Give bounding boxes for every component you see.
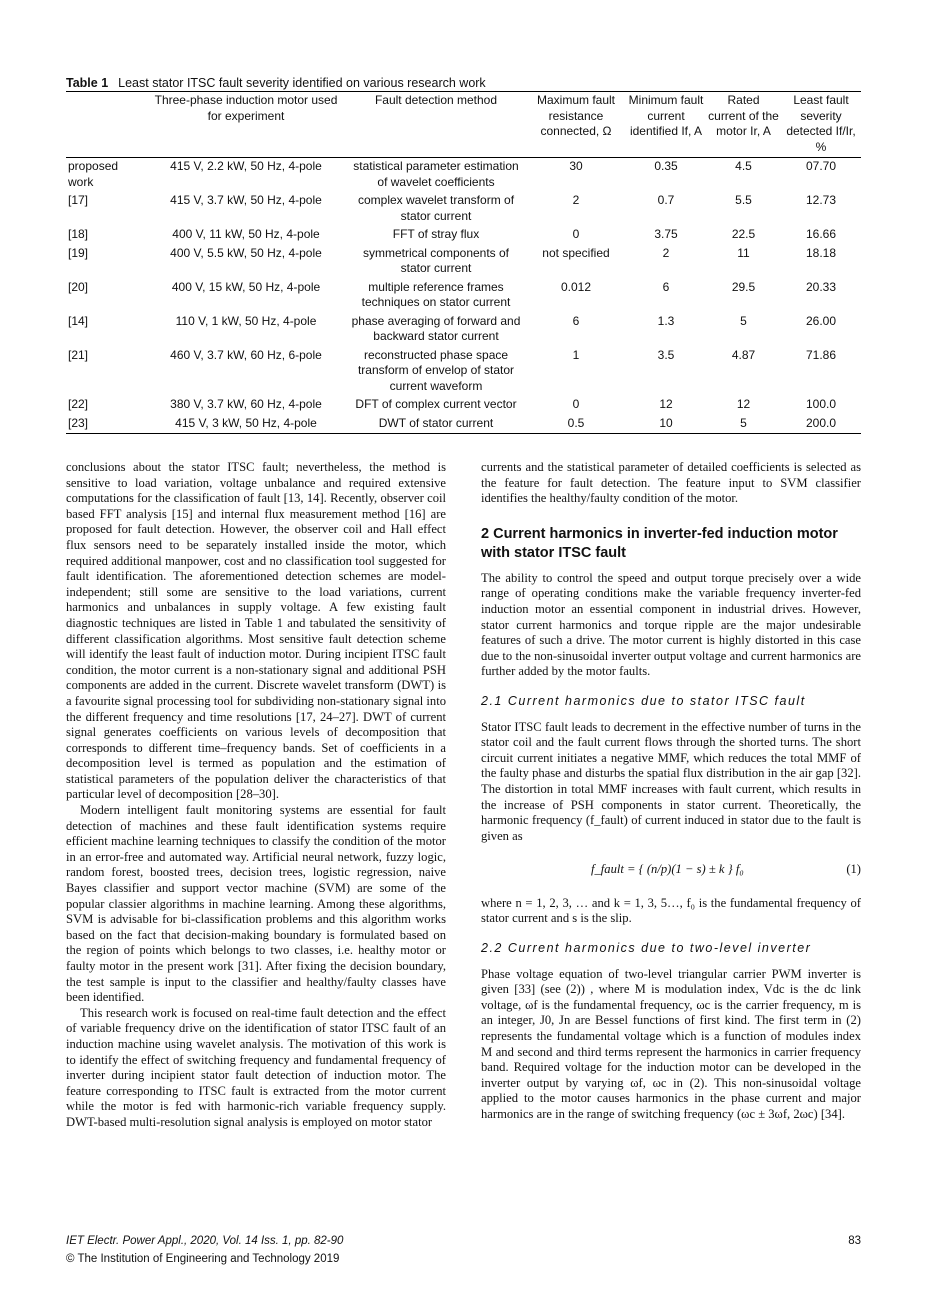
table-cell: 12: [659, 397, 673, 411]
table-row: [66, 226, 861, 245]
table-cell: 0.5: [526, 415, 626, 434]
table-cell: DWT of stator current: [346, 415, 526, 434]
table-row: [66, 158, 861, 193]
table-cell: 26.00: [805, 313, 837, 328]
table-1: [66, 76, 861, 434]
table-cell: 29.5: [731, 279, 756, 294]
equation-1: [481, 862, 861, 878]
column-header: [66, 92, 146, 158]
table-cell: proposed work: [68, 159, 119, 189]
table-cell: 3.5: [657, 347, 675, 362]
table-caption: [66, 76, 861, 92]
table-cell: FFT of stray flux: [392, 227, 480, 241]
table-cell: [22]: [68, 397, 89, 411]
paragraph: This research work is focused on real-time fault detection and the effect of variable frequency drive on the identification of stator ITSC fault of an induction machine using wavelet analysis. The motivation of this work is to identify the effect of switching frequency and fundamental frequency of inverter during incipient stator fault detection of induction motor. The feature corresponding to ITSC fault is extracted from the motor current while the motor is fed with harmonic-rich variable frequency supply. DWT-based multi-resolution signal analysis is employed on motor stator: [66, 1005, 446, 1129]
table-cell: [18]: [68, 227, 89, 241]
paragraph: The ability to control the speed and output torque precisely over a wide range of operating conditions make the variable frequency inverter-fed induction motor an essential component in industrial drives. However, stator current harmonics and torque ripple are the major undesirable features of such a drive. The motor current is highly distorted in this case due to the non-sinusoidal inverter output voltage and current harmonics are further added by the motor faults.: [481, 570, 861, 679]
paragraph: currents and the statistical parameter of detailed coefficients is selected as the feature for fault detection. The feature input to SVM classifier identifies the healthy/faulty condition of the motor.: [481, 460, 861, 506]
table-cell: 2: [572, 193, 580, 207]
table-cell: 1.3: [657, 313, 675, 328]
table-cell: 0.7: [657, 193, 675, 207]
table-cell: 110 V, 1 kW, 50 Hz, 4-pole: [175, 313, 317, 328]
column-header: Least fault severity detected If/Ir, %: [781, 92, 861, 158]
table-cell: 0: [572, 227, 580, 241]
table-cell: 6: [662, 279, 670, 294]
table-cell: 0.012: [560, 279, 592, 294]
copyright: © The Institution of Engineering and Technology 2019: [66, 1253, 340, 1265]
table-cell: 5.5: [735, 193, 752, 207]
table-cell: 6: [572, 313, 580, 328]
table-cell: 200.0: [781, 415, 861, 434]
table-row: [66, 313, 861, 347]
page-footer: [66, 1232, 861, 1268]
table-cell: 5: [740, 313, 747, 328]
column-header: Rated current of the motor Ir, A: [706, 92, 781, 158]
table-cell: complex wavelet transform of stator current: [357, 193, 515, 223]
page-number: 83: [848, 1235, 861, 1247]
table-cell: 415 V, 2.2 kW, 50 Hz, 4-pole: [170, 159, 322, 173]
table-cell: 2: [662, 245, 670, 260]
equation-number: (1): [846, 862, 861, 877]
table-cell: 11: [737, 245, 750, 260]
table-cell: 20.33: [805, 279, 837, 294]
table-cell: 22.5: [731, 227, 756, 241]
paragraph: Stator ITSC fault leads to decrement in the effective number of turns in the stator coil and the fault current flows through the shorted turns. The short circuit current initiates a negative MMF, which reduces the total MMF of the faulty phase and disturbs the spatial flux distribution in the air gap [32]. The distortion in total MMF increases with fault current, which results in the increase of PSH components in stator current. Theoretically, the harmonic frequency (f_fault) of current induced in stator due to the fault is given as: [481, 719, 861, 843]
journal-citation: IET Electr. Power Appl., 2020, Vol. 14 Iss. 1, pp. 82-90: [66, 1235, 344, 1247]
right-column: [481, 460, 861, 1123]
table-row: [66, 192, 861, 226]
table-cell: 07.70: [805, 159, 837, 173]
left-column: [66, 460, 446, 1131]
table-cell: [14]: [68, 313, 89, 328]
column-header: Maximum fault resistance connected, Ω: [526, 92, 626, 158]
table-cell: 30: [569, 159, 583, 173]
table-label: Table 1: [66, 76, 109, 90]
subsection-heading: 2.2 Current harmonics due to two-level inverter: [481, 941, 812, 956]
table-cell: 16.66: [805, 227, 837, 241]
section-heading: 2 Current harmonics in inverter-fed induction motor with stator ITSC fault: [481, 525, 838, 561]
table-cell: 400 V, 15 kW, 50 Hz, 4-pole: [171, 279, 321, 294]
table-row: [66, 396, 861, 415]
table-cell: DFT of complex current vector: [355, 397, 517, 411]
table-cell: 0: [572, 397, 580, 411]
table-cell: 18.18: [805, 245, 837, 260]
table-cell: not specified: [542, 245, 610, 260]
table-cell: 400 V, 5.5 kW, 50 Hz, 4-pole: [170, 245, 322, 260]
table-cell: 415 V, 3.7 kW, 50 Hz, 4-pole: [170, 193, 322, 207]
table-cell: 1: [572, 347, 580, 362]
table-cell: 4.5: [735, 159, 752, 173]
table-cell: 10: [626, 415, 706, 434]
table-cell: multiple reference frames techniques on stator current: [361, 279, 511, 309]
table-cell: 460 V, 3.7 kW, 60 Hz, 6-pole: [170, 347, 322, 362]
table-row: [66, 415, 861, 434]
table-cell: 415 V, 3 kW, 50 Hz, 4-pole: [146, 415, 346, 434]
paragraph: Phase voltage equation of two-level triangular carrier PWM inverter is given [33] (see (2)) , where M is modulation index, Vdc is the dc link voltage, ωf is the fundamental frequency, ωc is the carrier frequency, m is an integer, J0, Jn are Bessel functions of first kind. The first term in (2) represents the fundamental voltage which is a function of modules index M and second and third terms represent the harmonics in carrier frequency band. Required voltage for the induction motor can be developed in the inverter output by varying ωf, ωc in (2). This non-sinusoidal voltage applied to the motor causes harmonics in the phase current and major harmonics are in the range of switching frequency (ωc ± 3ωf, 2ωc) [34].: [481, 966, 861, 1121]
table-cell: 4.87: [731, 347, 756, 362]
table-cell: 12: [736, 397, 751, 411]
table-cell: symmetrical components of stator current: [362, 245, 510, 275]
table-row: [66, 279, 861, 313]
paragraph: conclusions about the stator ITSC fault; nevertheless, the method is sensitive to load variation, voltage unbalance and required extensive computations for the classification of fault [13, 14]. Recently, observer coil based FFT analysis [15] and internal flux measurement method [16] are proposed for fault detection. However, the observer coil and Hall effect flux sensors need to be separately installed inside the motor, which required additional manpower, cost and no classification tool suggested for fault identification. The aforementioned detection schemes are model-independent; still some are sensitive to the load variations, current harmonics and unbalances in supply voltage. A few existing fault diagnostic techniques are listed in Table 1 and tabulated the sensitivity of different classification algorithms. Most sensitive fault detection scheme will identify the least fault of induction motor. During incipient ITSC fault condition, the motor current is a non-stationary signal and additional PSH components are added in the current. Discrete wavelet transform (DWT) is a favourite signal processing tool for subdividing non-stationary signal into the different frequency and time resolutions [17, 24–27]. DWT of current signal generates coefficients on various levels of decomposition that corresponds to different time–frequency bands. Set of coefficients in a decomposition level is termed as population and the estimation of statistical parameters of the population deliver the characteristics of that particular level of decomposition [28–30].: [66, 460, 446, 802]
table-cell: 71.86: [805, 347, 837, 362]
table-cell: 12.73: [805, 193, 837, 207]
table-row: [66, 245, 861, 279]
table-row: [66, 347, 861, 397]
table-cell: statistical parameter estimation of wavelet coefficients: [353, 159, 519, 189]
table-cell: [21]: [68, 347, 89, 362]
table-cell: [17]: [68, 193, 89, 207]
table-cell: [23]: [66, 415, 146, 434]
paragraph: Modern intelligent fault monitoring systems are essential for fault detection of machines and these fault identification systems require efficient machine learning techniques to classify the condition of the motor in an error-free and automated way. Artificial neural network, fuzzy logic, random forest, boosted trees, decision trees, logistic regression, naive Bayes classifier and support vector machine (SVM) are some of the popular classier algorithms in machine learning. Among these algorithms, SVM is advisable for bi-classification problems and this algorithm works based on the fact that decision-making boundary is formulated based on the region of points which belongs to two classes, i.e. healthy motor or faulty motor in the present work [31]. After fixing the decision boundary, the test sample is input to the classifier and healthy/faulty classes have been identified.: [66, 803, 446, 1005]
column-header: Three-phase induction motor used for experiment: [146, 92, 346, 158]
table-cell: phase averaging of forward and backward stator current: [351, 313, 521, 343]
table-cell: 100.0: [805, 397, 837, 411]
column-header: Fault detection method: [346, 92, 526, 158]
table-cell: 3.75: [654, 227, 678, 241]
table-cell: 400 V, 11 kW, 50 Hz, 4-pole: [172, 227, 320, 241]
table-cell: 5: [706, 415, 781, 434]
column-header: Minimum fault current identified If, A: [626, 92, 706, 158]
subsection-heading: 2.1 Current harmonics due to stator ITSC fault: [481, 693, 806, 708]
table-cell: reconstructed phase space transform of envelop of stator current waveform: [357, 347, 515, 393]
equation-body: f_fault = { (n/p)(1 − s) ± k } f₀: [591, 862, 744, 877]
table-caption-text: Least stator ITSC fault severity identified on various research work: [118, 76, 486, 90]
table-cell: [19]: [68, 245, 89, 260]
paragraph: where n = 1, 2, 3, … and k = 1, 3, 5…, f₀ is the fundamental frequency of stator current and s is the slip.: [481, 895, 861, 926]
table-cell: 380 V, 3.7 kW, 60 Hz, 4-pole: [170, 397, 322, 411]
table-cell: [20]: [68, 279, 89, 294]
table-cell: 0.35: [654, 159, 678, 173]
results-table: [66, 92, 861, 434]
